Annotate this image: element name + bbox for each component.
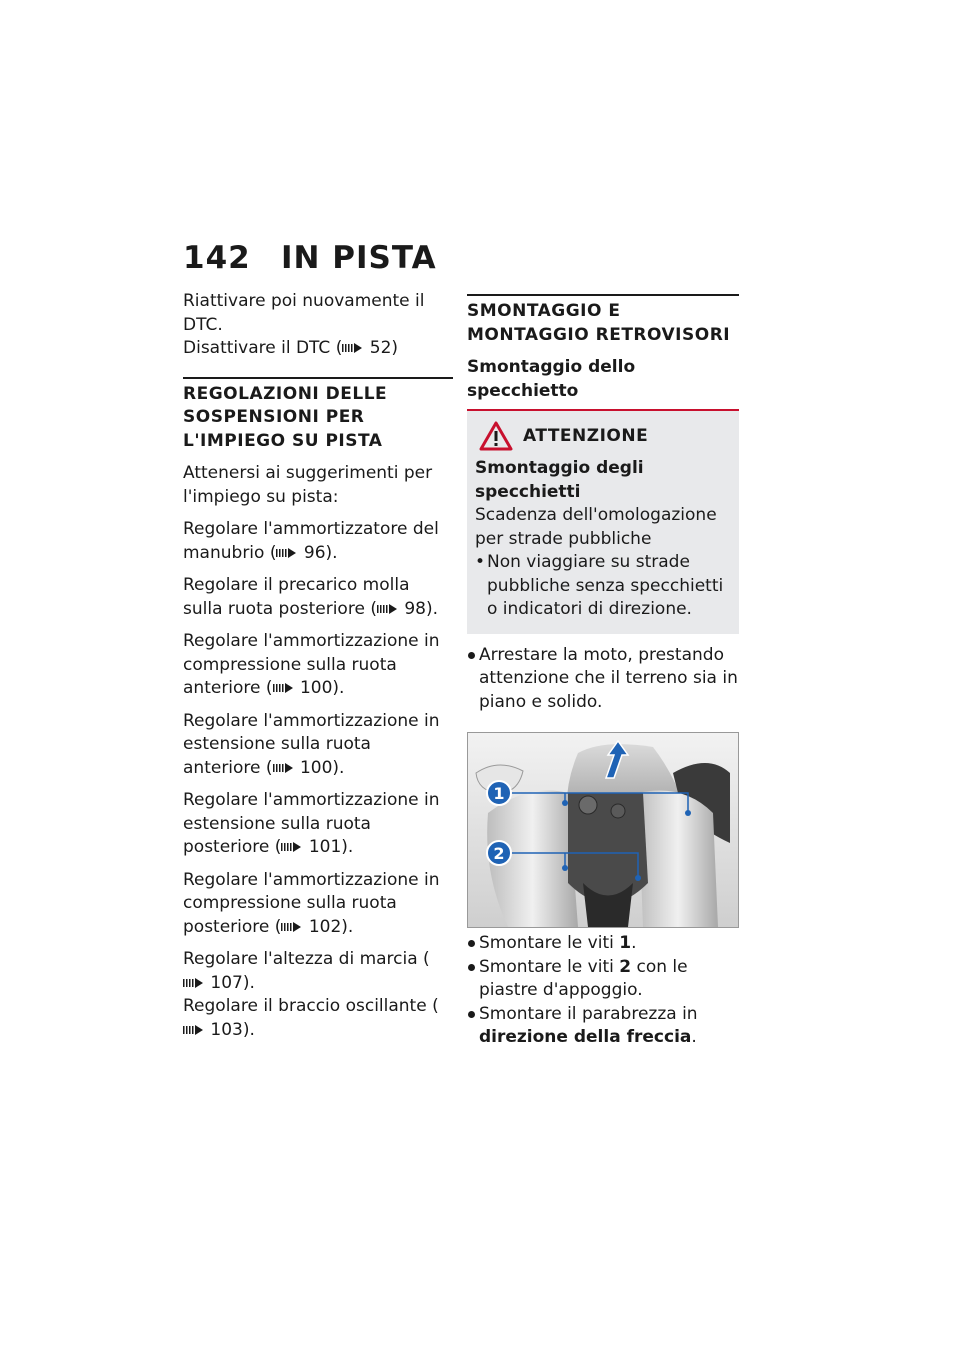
page-reference-label: 96). xyxy=(303,542,338,563)
intro-text-1: Riattivare poi nuovamente il DTC. xyxy=(183,291,425,335)
reference-arrow-icon xyxy=(342,342,364,354)
reference-arrow-icon xyxy=(183,1024,205,1036)
page-header xyxy=(183,240,437,276)
adjustment-item xyxy=(183,518,453,565)
page-number: 142 xyxy=(183,240,251,276)
adjustment-item xyxy=(183,630,453,701)
reference-arrow-icon xyxy=(183,977,205,989)
page-reference[interactable] xyxy=(342,338,398,358)
page-title: IN PISTA xyxy=(281,240,437,276)
reference-arrow-icon xyxy=(273,682,295,694)
warning-text: Scadenza dell'omologazione per strade pubbliche xyxy=(475,505,717,549)
step-text-end: con le piastre d'appoggio. xyxy=(479,956,688,1000)
page-reference-label: 100). xyxy=(299,678,345,698)
step-emphasis: 1 xyxy=(619,933,632,953)
adjustment-item xyxy=(183,995,453,1042)
page-reference[interactable] xyxy=(183,973,255,993)
adjustment-text: Regolare l'altezza di marcia ( xyxy=(183,949,430,969)
step-text: Smontare il parabrezza in xyxy=(479,1003,698,1024)
right-column xyxy=(467,290,739,1050)
removal-steps xyxy=(467,932,739,1050)
preparation-list xyxy=(467,644,739,715)
section-title-mirrors: SMONTAGGIO E MONTAGGIO RETROVISORI xyxy=(467,301,731,345)
reference-arrow-icon xyxy=(281,841,303,853)
adjustment-text: Regolare il precarico molla sulla ruota posteriore ( xyxy=(183,575,410,619)
page-reference[interactable] xyxy=(183,1020,255,1040)
step-emphasis: 2 xyxy=(619,956,632,977)
intro-text-2 xyxy=(183,337,453,361)
adjustment-item xyxy=(183,948,453,995)
reference-arrow-icon xyxy=(377,603,399,615)
callout-2: 2 xyxy=(493,844,505,863)
warning-triangle-icon xyxy=(479,421,513,451)
step-text: Smontare le viti xyxy=(479,956,620,977)
adjustment-list xyxy=(183,518,453,1042)
page-reference-label: 102). xyxy=(308,916,354,937)
page-reference-label: 107). xyxy=(210,972,255,993)
warning-list xyxy=(475,551,731,622)
page-reference[interactable] xyxy=(273,758,345,778)
section-divider xyxy=(183,377,453,379)
page-reference[interactable] xyxy=(276,543,337,563)
reference-arrow-icon xyxy=(276,547,298,559)
reference-arrow-icon xyxy=(281,921,303,933)
left-column xyxy=(183,290,453,1042)
intro-text-2-body: Disattivare il DTC ( xyxy=(183,338,343,358)
step-text-end: . xyxy=(691,1027,697,1047)
section-divider xyxy=(467,294,739,296)
section-title-suspension: REGOLAZIONI DELLE SOSPENSIONI PER L'IMPIEGO SU PISTA xyxy=(183,383,388,451)
warning-label: ATTENZIONE xyxy=(523,426,649,446)
page-reference[interactable] xyxy=(281,837,353,857)
adjustment-text: Regolare l'ammortizzazione in estensione sulla ruota anteriore ( xyxy=(183,710,440,778)
step-item xyxy=(467,1003,739,1050)
step-item: Arrestare la moto, prestando attenzione che il terreno sia in piano e solido. xyxy=(467,644,739,715)
page-reference[interactable] xyxy=(281,917,353,937)
page-reference-label: 52) xyxy=(369,338,399,358)
windscreen-illustration xyxy=(468,733,738,927)
adjustment-item xyxy=(183,869,453,940)
warning-bullet: • Non viaggiare su strade pubbliche senza specchietti o indicatori di direzione. xyxy=(475,551,731,622)
step-item xyxy=(467,956,739,1003)
subsection-title: Smontaggio dello specchietto xyxy=(467,357,636,401)
page-reference-label: 100). xyxy=(299,757,345,778)
callout-1: 1 xyxy=(493,784,505,803)
adjustment-item xyxy=(183,789,453,860)
warning-header xyxy=(475,421,731,451)
step-emphasis: direzione della freccia xyxy=(479,1027,692,1047)
adjustment-text: Regolare il braccio oscillante ( xyxy=(183,996,439,1016)
page-reference-label: 103). xyxy=(210,1019,255,1040)
windscreen-photo xyxy=(467,732,739,928)
warning-box xyxy=(467,411,739,634)
adjustment-item xyxy=(183,574,453,621)
step-text-end: . xyxy=(631,933,637,953)
warning-heading: Smontaggio degli specchietti xyxy=(475,458,644,502)
reference-arrow-icon xyxy=(273,762,295,774)
page-reference[interactable] xyxy=(377,599,438,619)
section-intro: Attenersi ai suggerimenti per l'impiego su pista: xyxy=(183,463,433,507)
adjustment-text: Regolare l'ammortizzazione in estensione sulla ruota posteriore ( xyxy=(183,790,440,857)
adjustment-text: Regolare l'ammortizzazione in compressione sulla ruota anteriore ( xyxy=(183,631,440,698)
page-reference-label: 98). xyxy=(404,598,439,619)
page-reference[interactable] xyxy=(273,678,345,698)
adjustment-item xyxy=(183,710,453,781)
step-text: Smontare le viti xyxy=(479,933,620,953)
adjustment-text: Regolare l'ammortizzatore del manubrio ( xyxy=(183,519,439,563)
step-item xyxy=(467,932,739,956)
adjustment-text: Regolare l'ammortizzazione in compressione sulla ruota posteriore ( xyxy=(183,869,440,937)
page-reference-label: 101). xyxy=(308,837,354,857)
